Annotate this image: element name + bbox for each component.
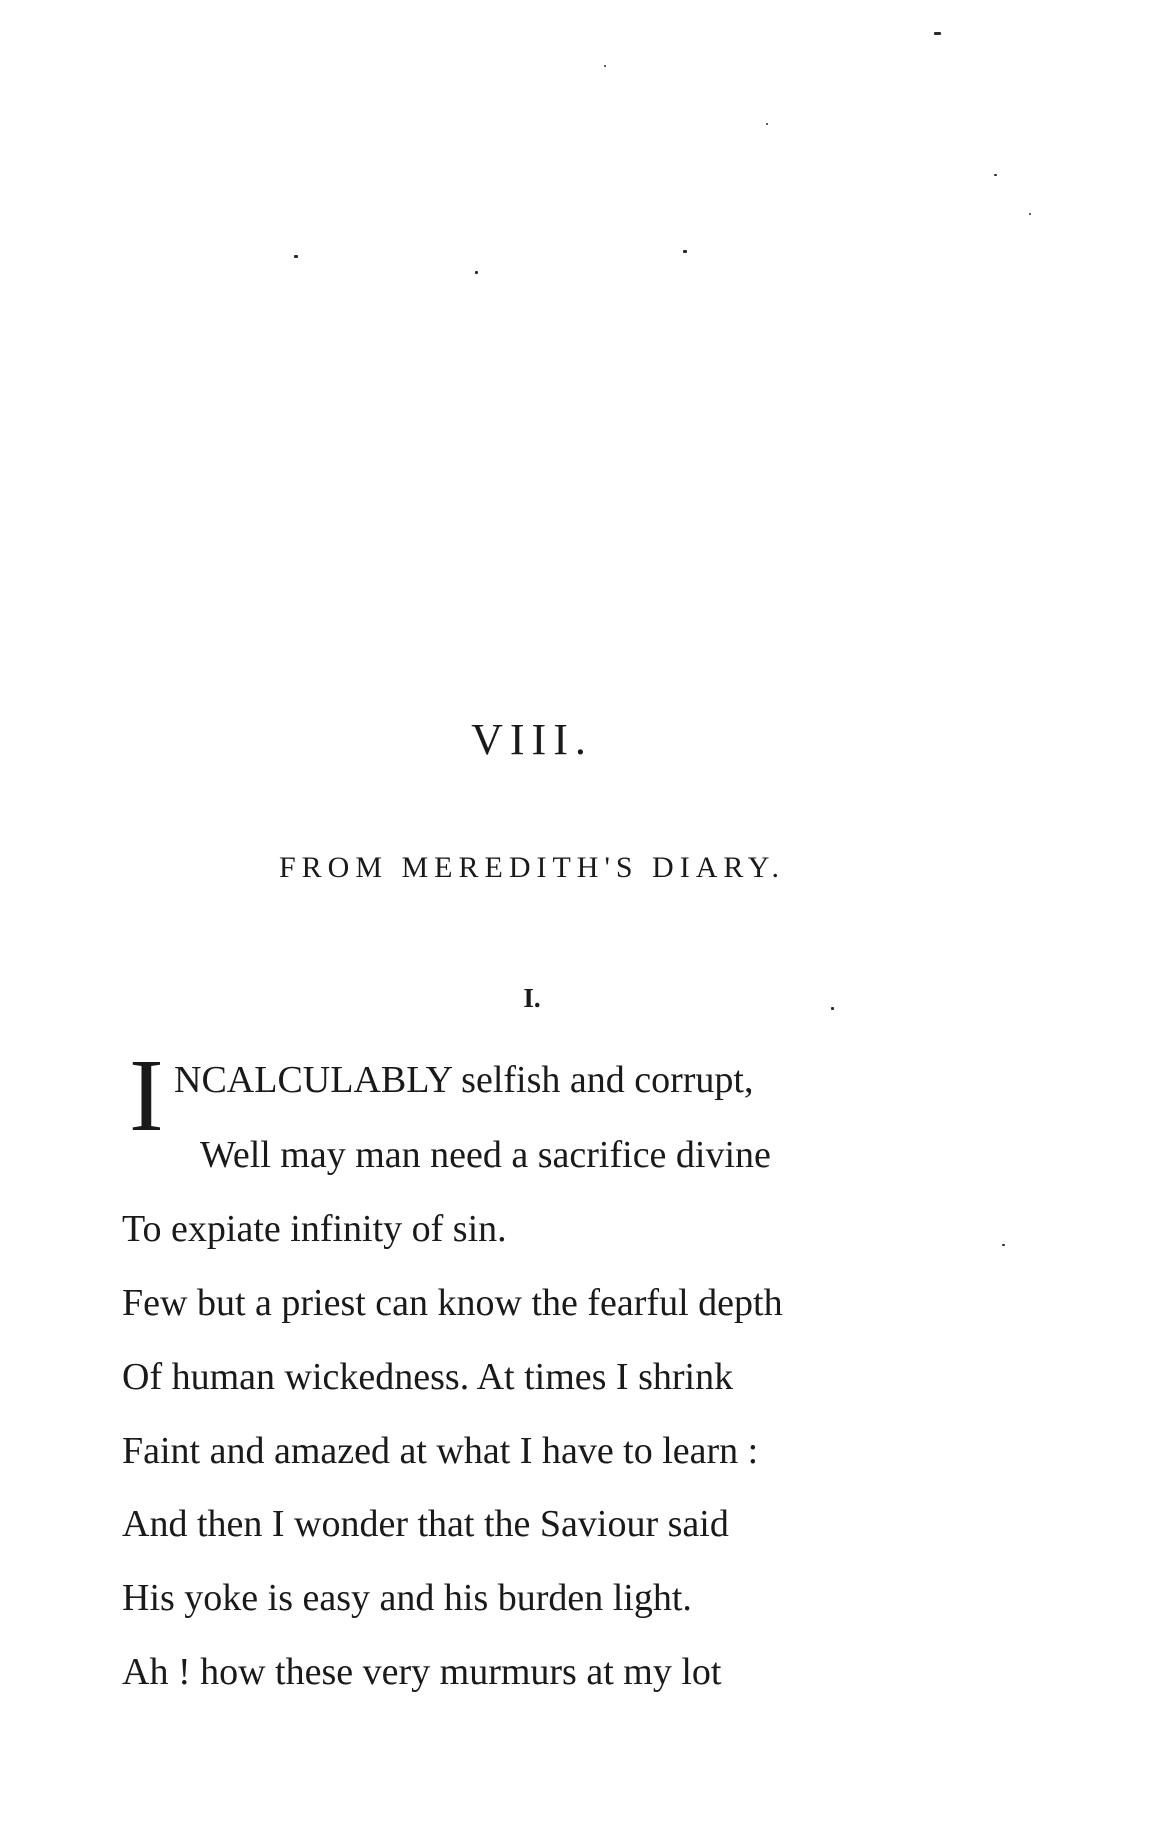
chapter-number: VIII.	[471, 715, 593, 764]
poem-line: To expiate infinity of sin.	[122, 1208, 507, 1250]
poem-line: His yoke is easy and his burden light.	[122, 1577, 692, 1619]
scan-speck	[994, 174, 997, 176]
poem-line: And then I wonder that the Saviour said	[122, 1503, 729, 1545]
section-title: FROM MEREDITH'S DIARY.	[278, 851, 786, 884]
poem-line: Of human wickedness. At times I shrink	[122, 1356, 734, 1398]
stanza-number: I.	[523, 983, 541, 1013]
scan-speck	[294, 255, 298, 258]
scan-speck	[1002, 1244, 1005, 1246]
poem-line: NCALCULABLY selfish and corrupt,	[174, 1059, 754, 1101]
scan-speck	[1029, 213, 1031, 215]
poem-line: Faint and amazed at what I have to learn :	[122, 1430, 759, 1472]
poem-line: Few but a priest can know the fearful depth	[122, 1282, 783, 1324]
poem-line: Ah ! how these very murmurs at my lot	[122, 1651, 722, 1693]
scan-speck	[475, 271, 478, 274]
scan-speck	[766, 123, 768, 125]
scan-speck	[934, 32, 941, 35]
poem-line: Well may man need a sacrifice divine	[200, 1134, 771, 1176]
scan-speck	[604, 65, 606, 67]
scan-speck	[683, 250, 687, 253]
drop-cap: I	[129, 1038, 164, 1153]
